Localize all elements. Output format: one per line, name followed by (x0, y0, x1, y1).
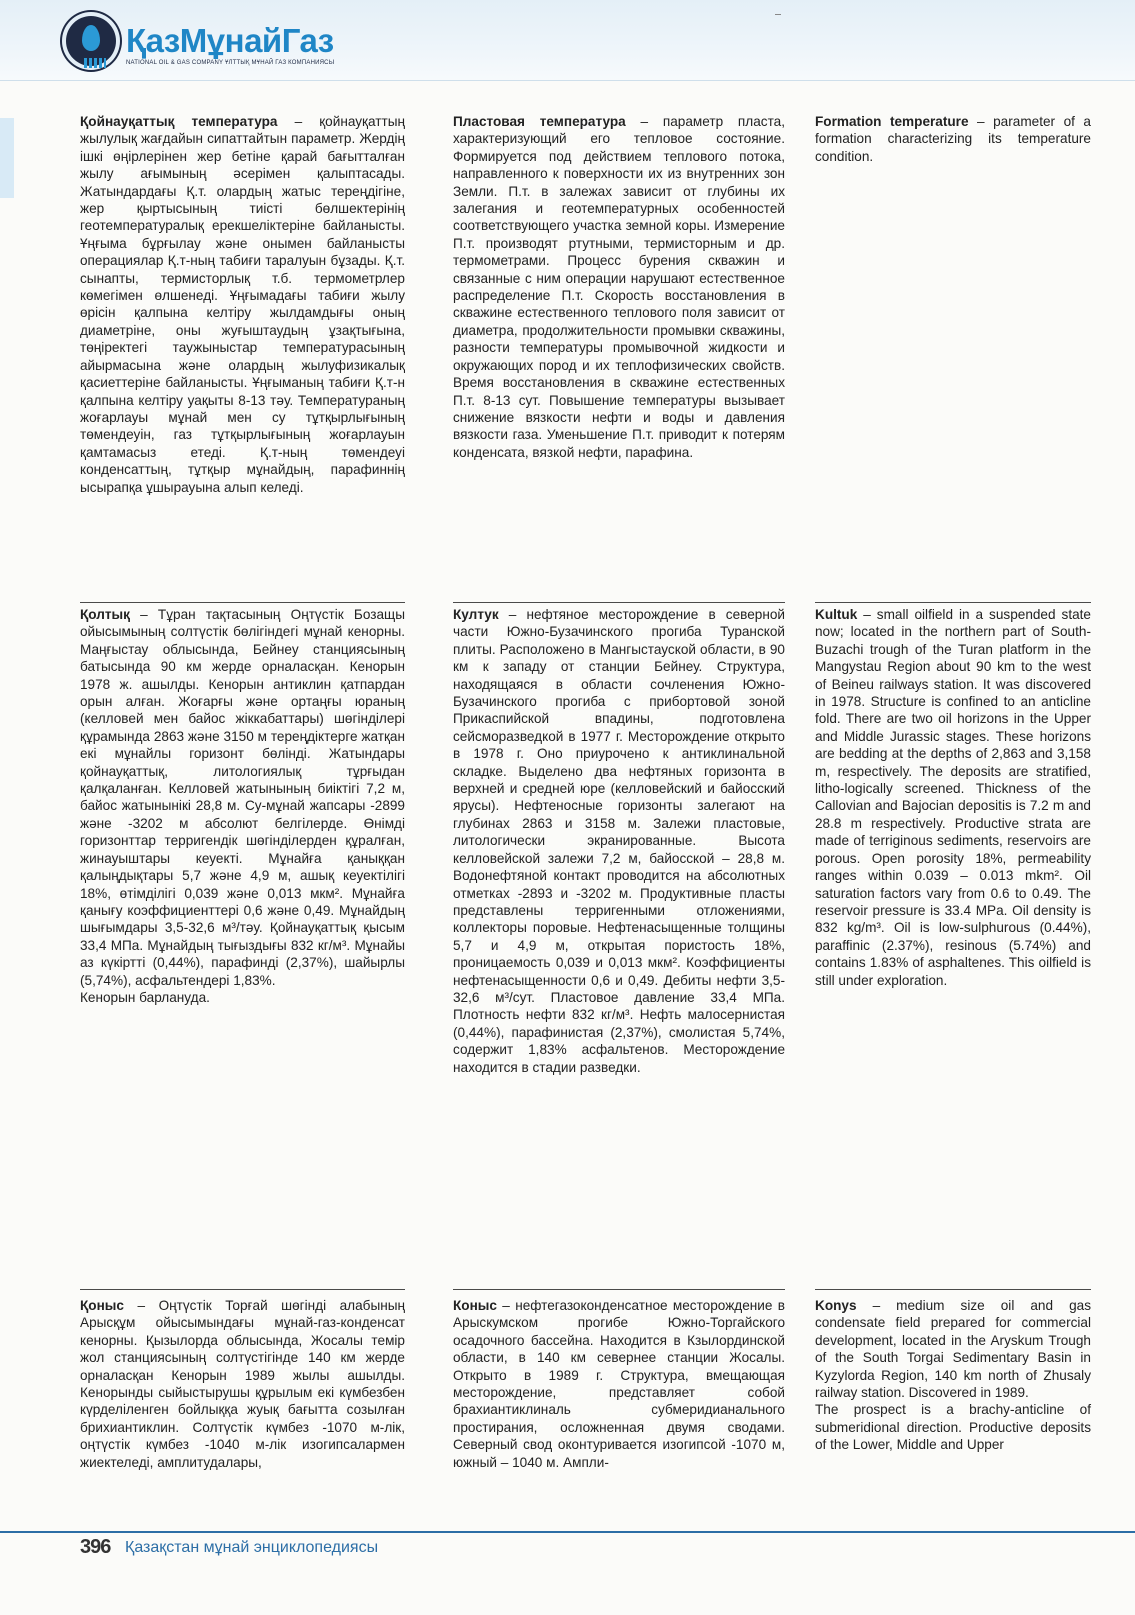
logo-emblem-icon (62, 12, 120, 70)
page-number: 396 (80, 1536, 111, 1558)
definition: – қойнауқаттың жылулық жағдайын сипаттайтын параметр. Жердің ішкі өңірлерінен жер бетіне қарай бағытталған жылу ағымының әсерімен қалыптасады. Жатындардағы Қ.т. олардың жатыс тереңдігіне, жер қыртысының тиісті бөлшектерінің геотемпературалық ерекшеліктеріне байланысты. Ұңғыма бұрғылау және онымен байланысты операциялар Қ.т-ның табиғи таралуын бұзады. Қ.т. сынапты, термисторлық т.б. термометрлер көмегімен өлшенеді. Ұңғымадағы табиғи жылу өрісін қалпына келтіру жылдамдығы оның диаметріне, оны жуғыштаудың ұзақтығына, төңіректегі таужыныстар температурасының айырмасына және олардың жылуфизикалық қасиеттеріне байланысты. Ұңғыманың табиғи Қ.т-н қалпына келтіру уақыты 8-13 тәу. Температураның жоғарлауы мұнай мен су тұтқырлығының төмендеуін, газ тұтқырлығының жоғарлауын қамтамасыз етеді. Қ.т-ның төмендеуі конденсаттың, тұтқыр мұнайдың, парафиннің ысырапқа ұшырауына алып келеді. (80, 114, 405, 495)
separator-line (815, 602, 1091, 603)
term: Пластовая температура (453, 114, 626, 129)
logo-title: ҚазМұнайГаз (126, 22, 334, 59)
term: Қойнауқаттық температура (80, 114, 278, 129)
left-letter-decoration (0, 118, 14, 198)
separator-line (815, 1289, 1091, 1290)
term: Konys (815, 1298, 857, 1313)
entry-en-konys (815, 1297, 1091, 1454)
definition: – medium size oil and gas condensate field prepared for commercial development, located in the Aryskum Trough of the South Torgai Sedimentary Basin in Kyzylorda Region, 140 km north of Zhusaly railway station. Discovered in 1989. (815, 1298, 1091, 1401)
entry-kz-konys (80, 1297, 405, 1471)
term: Коныс (453, 1298, 497, 1313)
corner-mark (775, 14, 781, 15)
logo-subtitle: NATIONAL OIL & GAS COMPANY ҰЛТТЫҚ МҰНАЙ ГАЗ КОМПАНИЯСЫ (126, 60, 335, 66)
definition: – параметр пласта, характеризующий его тепловое состояние. Формируется под действием теплового потока, направленного к поверхности их из внутренних зон Земли. П.т. в залежах зависит от глубины их залегания и геотемпературных особенностей соответствующего участка земной коры. Измерение П.т. производят ртутными, термисторным и др. термометрами. Процесс бурения скважин и связанные с ним операции нарушают естественное распределение П.т. Скорость восстановления в скважине естественного теплового поля зависит от диаметра, продолжительности промывки скважины, разности температуры промывочной жидкости и окружающих пород и их теплофизических свойств. Время восстановления в скважине естественных П.т. 8-13 сут. Повышение температуры вызывает снижение вязкости нефти и воды и давления вязкости газа. Уменьшение П.т. приводит к потерям конденсата, вязкой нефти, парафина. (453, 114, 785, 460)
definition: – small oilfield in a suspended state now; located in the northern part of South-Buzachi trough of the Turan platform in the Mangystau Region about 90 km to the west of Beineu railways station. It was discovered in 1978. Structure is confined to an anticline fold. There are two oil horizons in the Upper and Middle Jurassic stages. These horizons are bedding at the depths of 2,863 and 3,158 m, respectively. The deposits are stratified, litho-logically screened. Thickness of the Callovian and Bajocian depositis is 7.2 m and 28.8 m respectively. Productive strata are made of terriginous sediments, reservoirs are porous. Open porosity 18%, permeability ranges within 0.039 – 0.013 mkm². Oil saturation factors vary from 0.6 to 0.49. The reservoir pressure is 33.4 MPa. Oil density is 832 kg/m³. Oil is low-sulphurous (0.44%), paraffinic (2.37%), resinous (5.74%) and contains 1.83% of asphaltenes. This oilfield is still under exploration. (815, 607, 1091, 988)
separator-line (80, 1289, 405, 1290)
entry-kz-kultuk (80, 606, 405, 1006)
entry-ru-kultuk (453, 606, 785, 1076)
footer-rule (0, 1531, 1135, 1533)
definition: – parameter of a formation characterizing its temperature condition. (815, 114, 1091, 164)
entry-ru-konys (453, 1297, 785, 1471)
entry-kz-formation-temperature (80, 113, 405, 496)
term: Култук (453, 607, 499, 622)
term: Kultuk (815, 607, 858, 622)
entry-ru-formation-temperature (453, 113, 785, 461)
separator-line (453, 602, 785, 603)
company-logo (62, 10, 362, 74)
definition: – нефтегазоконденсатное месторождение в Арыскумском прогибе Южно-Торгайского осадочного бассейна. Находится в Кзылординской области, в 140 км севернее станции Жосалы. Открыто в 1989 г. Структура, вмещающая месторождение, представляет собой брахиантиклиналь субмеридианального простирания, осложненная двумя сводами. Северный свод оконтуривается изогипсой -1070 м, южный – 1040 м. Ампли- (453, 1298, 785, 1470)
separator-line (80, 602, 405, 603)
book-title: Қазақстан мұнай энциклопедиясы (125, 1539, 379, 1556)
term: Қоныс (80, 1298, 124, 1313)
separator-line (453, 1289, 785, 1290)
term: Қолтық (80, 607, 130, 622)
definition-note: Кенорын барлануда. (80, 989, 210, 1005)
definition: – Оңтүстік Торғай шөгінді алабының Арысқұм ойысымындағы мұнай-газ-конденсат кенорны. Қызылорда облысында, Жосалы темір жол станциясының солтүстігінде 140 км жерде орналасқан Кенорын 1989 жылы ашылды. Кенорынды сыйыстырушы құрылым екі күмбезбен күрделіленген бойлыққа жуық бағытта созылған брихиантиклин. Солтүстік күмбез -1070 м-лік, оңтүстік күмбез -1040 м-лік изогипсалармен жиектеледі, амплитудалары, (80, 1298, 405, 1470)
definition-continued: The prospect is a brachy-anticline of submeridional direction. Productive deposits of the Lower, Middle and Upper (815, 1402, 1091, 1453)
entry-en-formation-temperature (815, 113, 1091, 165)
term: Formation temperature (815, 114, 969, 129)
definition: – Тұран тақтасының Оңтүстік Бозащы ойысымының солтүстік бөлігіндегі мұнай кенорны. Маңғыстау облысында, Бейнеу станциясының батысында 90 км жерде орналасқан. Кенорын 1978 ж. ашылды. Кенорын антиклин қатпардан орын алған. Жоғарғы және ортаңғы юраның (келловей мен байос жіккабаттары) шөгінділері құрамында 2863 және 3150 м тереңдіктерге жатқан екі мұнайлы горизонт бөлінді. Жатындары қойнауқаттық, литологиялық тұрғыдан қалқаланған. Келловей жатынының биіктігі 7,2 м, байос жатынынікі 28,8 м. Су-мұнай жапсары -2899 және -3202 м абсолют белгілерде. Өнімді горизонттар терригендік шөгінділерден құралған, жинауыштары кеуекті. Мұнайға қаныққан қалыңдықтары 5,7 және 4,9 м, ашық кеуектілігі 18%, өтімділігі 0,039 және 0,013 мкм². Мұнайға қанығу коэффициенттері 0,6 және 0,49. Мұнайдың шығымдары 3,5-32,6 м³/тәу. Қойнауқаттық қысым 33,4 МПа. Мұнайдың тығыздығы 832 кг/м³. Мұнайы аз күкіртті (0,44%), парафинді (2,37%), шайырлы (5,74%), асфальтендері 1,83%. (80, 607, 405, 988)
entry-en-kultuk (815, 606, 1091, 989)
definition: – нефтяное месторождение в северной части Южно-Бузачинского прогиба Туранской плиты. Расположено в Мангыстауской области, в 90 км к западу от станции Бейнеу. Структура, находящаяся в области сочленения Южно-Бузачинского прогиба с прибортовой зоной Прикаспийской впадины, подготовлена сейсморазведкой в 1977 г. Месторождение открыто в 1978 г. Оно приурочено к антиклинальной складке. Выделено два нефтяных горизонта в верхней и средней юре (келловейский и байосский ярусы). Нефтеносные горизонты залегают на глубинах 2863 и 3158 м. Залежи пластовые, литологически экранированные. Высота келловейской залежи 7,2 м, байосской – 28,8 м. Водонефтяной контакт проводится на абсолютных отметках -2893 и -3202 м. Продуктивные пласты представлены терригенными отложениями, коллекторы поровые. Нефтенасыщенные толщины 5,7 и 4,9 м, открытая пористость 18%, проницаемость 0,039 и 0,013 мкм². Коэффициенты нефтенасыщенности 0,6 и 0,49. Дебиты нефти 3,5-32,6 м³/сут. Пластовое давление 33,4 МПа. Плотность нефти 832 кг/м³. Нефть малосернистая (0,44%), парафинистая (2,37%), смолистая 5,74%, содержит 1,83% асфальтенов. Месторождение находится в стадии разведки. (453, 607, 785, 1075)
